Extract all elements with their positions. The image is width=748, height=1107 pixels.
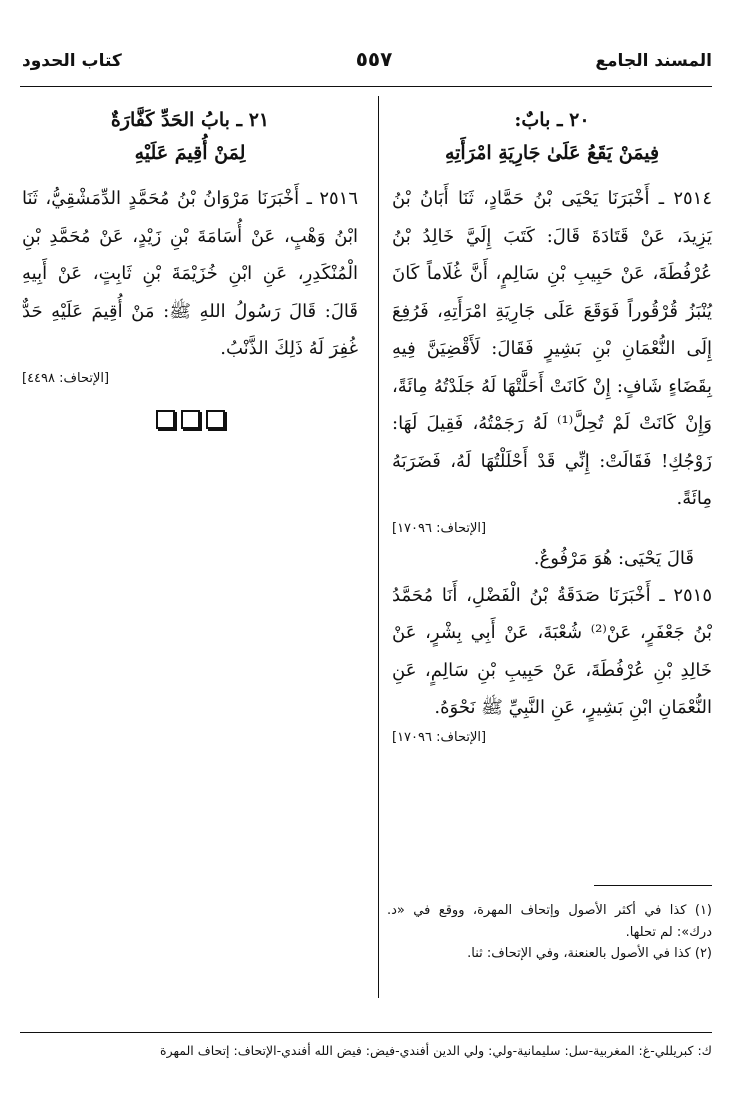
footnote-1: (١) كذا في أكثر الأصول وإتحاف المهرة، ووقع في «د. درك»: لم تحلها. — [387, 903, 712, 940]
chapter-20-heading: ٢٠ ـ بابٌ: — [514, 109, 590, 131]
footer-rule — [20, 1032, 712, 1033]
footnotes — [387, 900, 712, 965]
footnote-2: (٢) كذا في الأصول بالعنعنة، وفي الإتحاف: ثنا. — [467, 946, 712, 961]
chapter-21-subtitle: لِمَنْ أُقِيمَ عَلَيْهِ — [134, 142, 246, 164]
left-column — [22, 104, 358, 432]
hadith-2516-reference: [الإتحاف: ٤٤٩٨] — [22, 370, 110, 386]
hadith-2516: ٢٥١٦ ـ أَخْبَرَنَا مَرْوَانُ بْنُ مُحَمَّدٍ الدِّمَشْقِيُّ، ثَنَا ابْنُ وَهْبٍ، عَنْ أُسَامَةَ بْنِ زَيْدٍ، عَنْ مُحَمَّدِ بْنِ الْمُنْكَدِرِ، عَنِ ابْنِ خُزَيْمَةَ بْنِ ثَابِتٍ، عَنْ أَبِيهِ قَالَ: قَالَ رَسُولُ اللهِ ﷺ: مَنْ أُقِيمَ عَلَيْهِ حَدٌّ غُفِرَ لَهُ ذَلِكَ الذَّنْبُ. — [22, 188, 358, 359]
hadith-2514: ٢٥١٤ ـ أَخْبَرَنَا يَحْيَى بْنُ حَمَّادٍ، ثَنَا أَبَانُ بْنُ يَزِيدَ، عَنْ قَتَادَةَ قَالَ: كَتَبَ إِلَيَّ خَالِدُ بْنُ عُرْفُطَةَ، عَنْ حَبِيبِ بْنِ سَالِمٍ، أَنَّ غُلَاماً كَانَ يُنْبَزُ قُرْقُوراً فَوَقَعَ عَلَى جَارِيَةِ امْرَأَتِهِ، فَرُفِعَ إِلَى النُّعْمَانِ بْنِ بَشِيرٍ فَقَالَ: لَأَقْضِيَنَّ فِيهِ بِقَضَاءٍ شَافٍ: إِنْ كَانَتْ أَحَلَّتْهَا لَهُ جَلَدْتُهُ مِائَةً، وَإِنْ كَانَتْ لَمْ تُحِلَّ⁽¹⁾ لَهُ رَجَمْتُهُ، فَقِيلَ لَهَا: زَوْجُكِ! فَقَالَتْ: إِنِّي قَدْ أَحْلَلْتُهَا لَهُ، فَضَرَبَهُ مِائَةً. — [392, 188, 712, 509]
column-divider — [378, 96, 379, 998]
yahya-remark: قَالَ يَحْيَى: هُوَ مَرْفُوعٌ. — [533, 547, 694, 569]
ornament-box — [206, 410, 225, 429]
hadith-2514-reference: [الإتحاف: ١٧٠٩٦] — [392, 520, 487, 536]
book-title: المسند الجامع — [595, 51, 712, 71]
ornament-box — [156, 410, 175, 429]
manuscript-key: ك: كبريللي-غ: المغربية-سل: سليمانية-ولي: ولي الدين أفندي-فيض: فيض الله أفندي-الإتحاف: إتحاف المهرة — [160, 1043, 712, 1058]
page-number: ٥٥٧ — [355, 47, 393, 71]
footnote-rule — [594, 885, 712, 886]
hadith-2515: ٢٥١٥ ـ أَخْبَرَنَا صَدَقَةُ بْنُ الْفَضْلِ، أَنَا مُحَمَّدُ بْنُ جَعْفَرٍ، عَنْ⁽²⁾ شُعْبَةَ، عَنْ أَبِي بِشْرٍ، عَنْ خَالِدِ بْنِ عُرْفُطَةَ، عَنْ حَبِيبِ بْنِ سَالِمٍ، عَنِ النُّعْمَانِ ابْنِ بَشِيرٍ، عَنِ النَّبِيِّ ﷺ نَحْوَهُ. — [392, 584, 712, 718]
right-column — [392, 104, 712, 749]
chapter-20-title — [392, 104, 712, 170]
chapter-21-heading: ٢١ ـ بابُ الحَدِّ كَفَّارَةٌ — [110, 109, 270, 131]
section-end-ornament — [22, 404, 358, 432]
section-title: كتاب الحدود — [22, 51, 122, 71]
ornament-box — [181, 410, 200, 429]
chapter-20-subtitle: فِيمَنْ يَقَعُ عَلَىٰ جَارِيَةِ امْرَأَتِهِ — [444, 142, 660, 164]
hadith-2515-reference: [الإتحاف: ١٧٠٩٦] — [392, 729, 487, 745]
header-rule — [20, 86, 712, 87]
chapter-21-title — [22, 104, 358, 170]
